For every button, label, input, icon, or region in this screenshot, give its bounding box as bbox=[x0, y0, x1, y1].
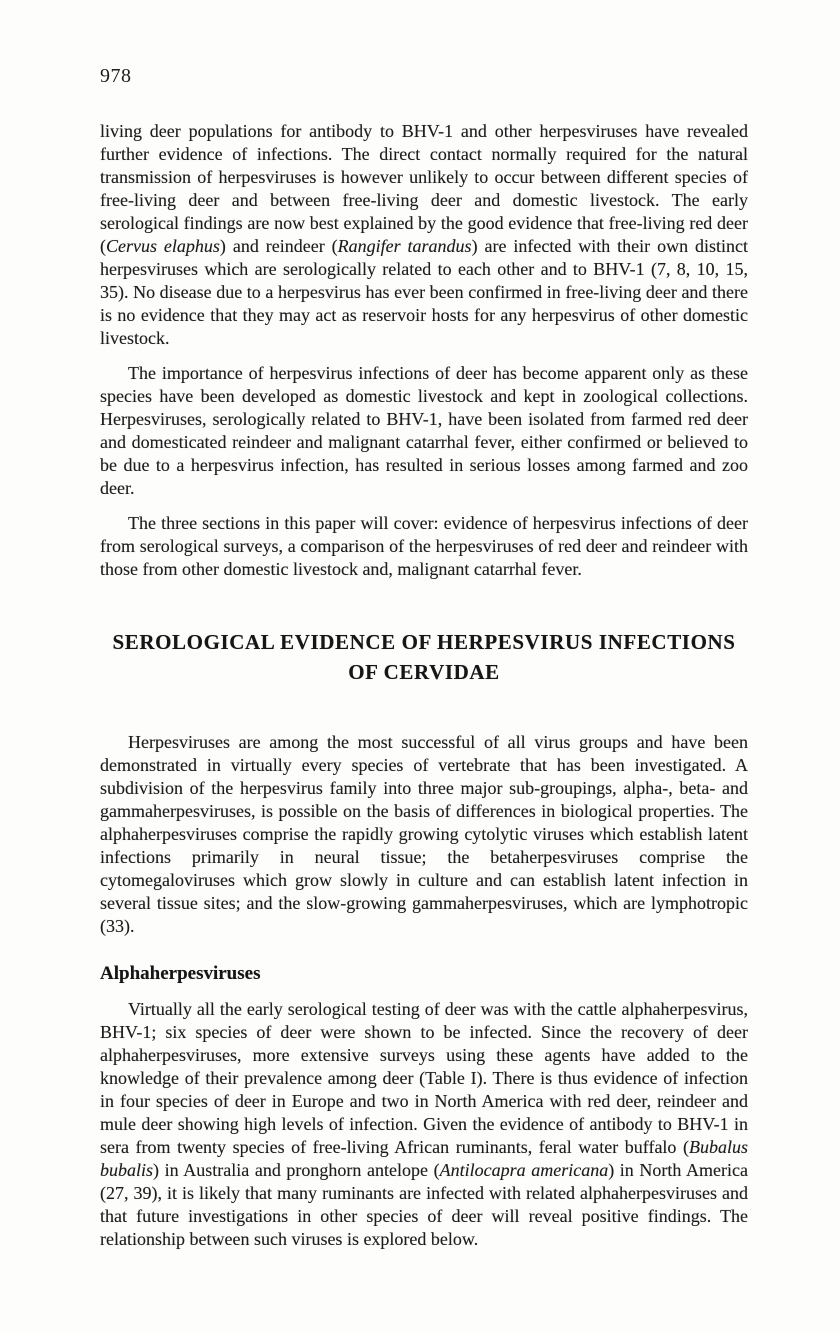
paragraph-alphaherpesviruses: Virtually all the early serological testing of deer was with the cattle alphaherpesvirus, BHV-1; six species of deer were shown to be infected. Since the recovery of deer alphaherpesviruses, more extensive surveys using these agents have added to the knowledge of their prevalence among deer (Table I). There is thus evidence of infection in four species of deer in Europe and two in North America with red deer, reindeer and mule deer showing high levels of infection. Given the evidence of antibody to BHV-1 in sera from twenty species of free-living African ruminants, feral water buffalo (Bubalus bubalis) in Australia and pronghorn antelope (Antilocapra americana) in North America (27, 39), it is likely that many ruminants are infected with related alphaherpesviruses and that future investigations in other species of deer will reveal positive findings. The relationship between such viruses is explored below. bbox=[100, 999, 748, 1249]
paragraph-section-overview: Herpesviruses are among the most successful of all virus groups and have been demonstrated in virtually every species of vertebrate that has been investigated. A subdivision of the herpesvirus family into three major sub-groupings, alpha-, beta- and gammaherpesviruses, is possible on the basis of differences in biological properties. The alphaherpesviruses comprise the rapidly growing cytolytic viruses which establish latent infections primarily in neural tissue; the betaherpesviruses comprise the cytomegaloviruses which grow slowly in culture and can establish latent infection in several tissue sites; and the slow-growing gammaherpesviruses, which are lymphotropic (33). bbox=[100, 732, 748, 936]
paragraph-intro-2: The importance of herpesvirus infections of deer has become apparent only as these species have been developed as domestic livestock and kept in zoological collections. Herpesviruses, serologically related to BHV-1, have been isolated from farmed red deer and domesticated reindeer and malignant catarrhal fever, either confirmed or believed to be due to a herpesvirus infection, has resulted in serious losses among farmed and zoo deer. bbox=[100, 363, 748, 498]
page-number: 978 bbox=[100, 65, 132, 87]
text-column bbox=[100, 120, 748, 1263]
section-heading-line-2: OF CERVIDAE bbox=[348, 660, 500, 684]
section-heading bbox=[100, 627, 748, 687]
paragraph-intro-3: The three sections in this paper will cover: evidence of herpesvirus infections of deer from serological surveys, a comparison of the herpesviruses of red deer and reindeer with those from other domestic livestock and, malignant catarrhal fever. bbox=[100, 513, 748, 579]
subsection-heading-alphaherpesviruses: Alphaherpesviruses bbox=[100, 963, 261, 984]
section-heading-line-1: SEROLOGICAL EVIDENCE OF HERPESVIRUS INFECTIONS bbox=[112, 630, 736, 654]
paragraph-intro-1: living deer populations for antibody to BHV-1 and other herpesviruses have revealed further evidence of infections. The direct contact normally required for the natural transmission of herpesviruses is however unlikely to occur between different species of free-living deer and between free-living deer and domestic livestock. The early serological findings are now best explained by the good evidence that free-living red deer (Cervus elaphus) and reindeer (Rangifer tarandus) are infected with their own distinct herpesviruses which are serologically related to each other and to BHV-1 (7, 8, 10, 15, 35). No disease due to a herpesvirus has ever been confirmed in free-living deer and there is no evidence that they may act as reservoir hosts for any herpesvirus of other domestic livestock. bbox=[100, 121, 748, 348]
